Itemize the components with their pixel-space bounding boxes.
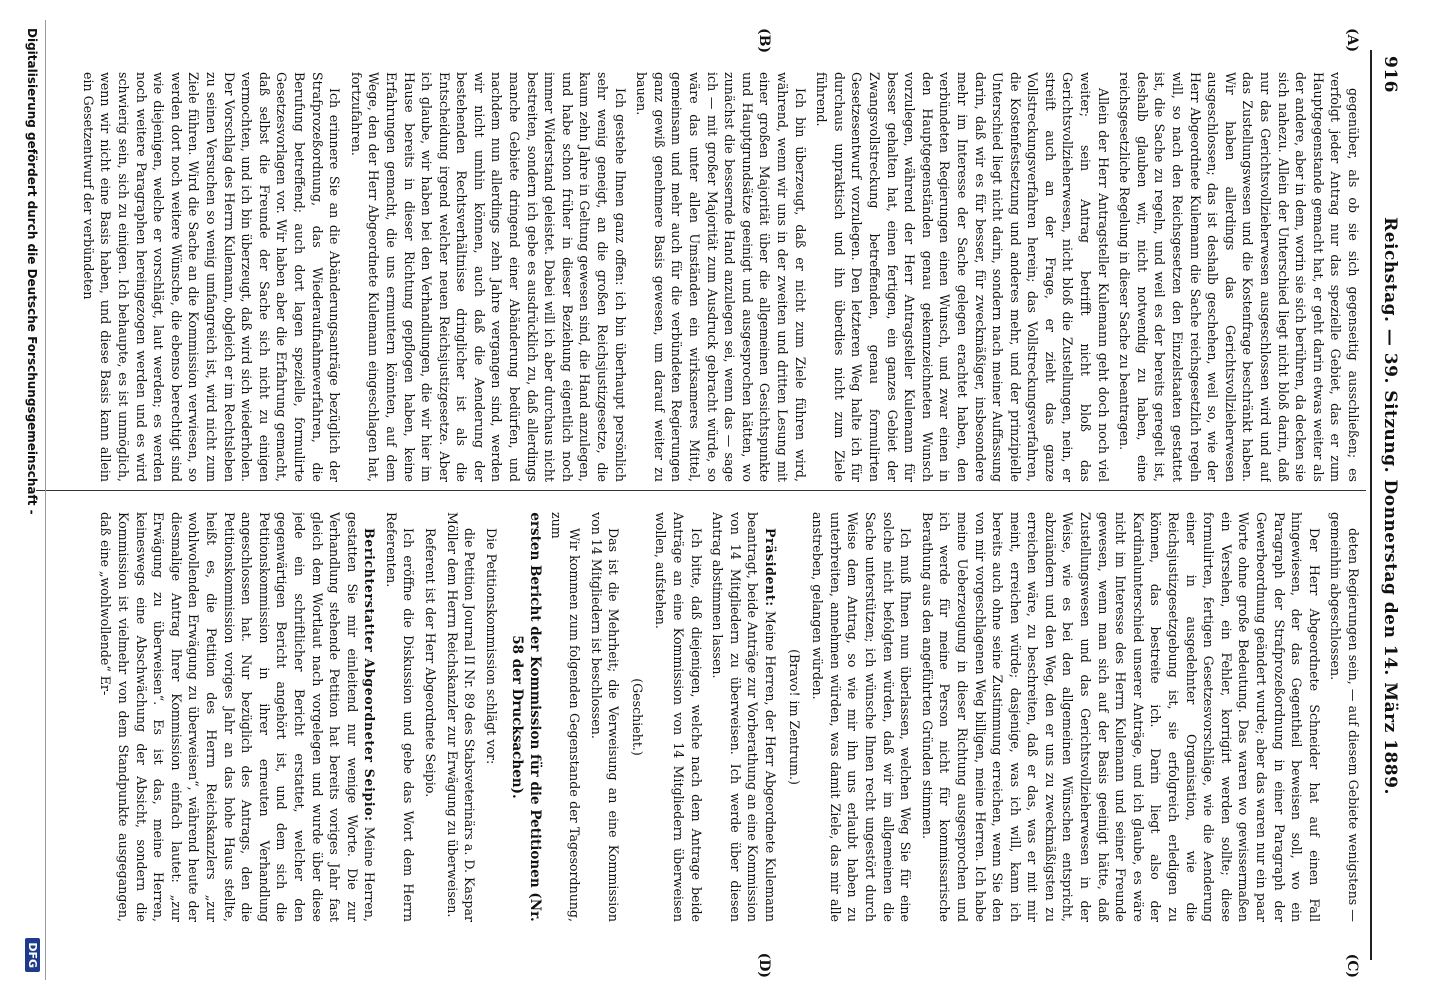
paragraph: die Petition Journal II Nr. 89 des Stabsveterinärs a. D. Kaspar Möller dem Herrn Reichskanzler zur Erwägung zu überweisen. — [444, 512, 478, 922]
column-divider — [36, 490, 1366, 491]
margin-mark-d: (D) — [756, 952, 772, 978]
referent-paragraph — [97, 512, 379, 922]
speaker-name: Präsident: — [763, 528, 778, 607]
paragraph: gegenüber, als ob sie sich gegenseitig ausschließen; es verfolgt jeder Antrag nur das spezielle Gebiet, das er zum Hauptgegenstande gemacht hat, er geht darin etwas weiter als der andere, aber in dem, worin sie sich berühren, da decken sie sich nahezu. Allein der Unterschied liegt nicht bloß darin, daß nur das Gerichtsvollzieherwesen ausgeschlossen wird und auf das Zustellungswesen und die Kostenfrage beschränkt haben. Wir haben allerdings das Gerichtsvollzieherwesen ausgeschlossen; das ist deshalb geschehen, weil so, wie der Herr Abgeordnete Kulemann die Sache reichsgesetzlich regeln will, so nach den Reichsgesetzen den Einzelstaaten gestattet ist, die Sache zu regeln, und weil es der bereits geregelt ist, deshalb glauben wir, nicht notwendig zu haben, eine reichsgesetzliche Regelung in dieser Sache zu beantragen. — [1117, 72, 1361, 482]
paragraph: Der Herr Abgeordnete Schneider hat auf einen Fall hingewiesen, der das Gegentheil beweisen soll, wo ein Paragraph der Strafprozeßordnung in einer Paragraph der Gewerbeordnung geändert wurde; aber das waren nur ein paar Worte ohne große Bedeutung. Das waren wo gewissermaßen ein Versehen, ein Fehler, korrigirt werden sollte; diese formulirten, fertigen Gesetzesvorschläge, wie die Aenderung einer in ausgedehnter Organisation, wie die Reichsjustizgesetzgebung ist, sie erfolgreich erledigen zu können, das bestreite ich. Darin liegt also der Kardinalunterschied unserer Anträge, und ich glaube, es wäre nicht im Interesse des Herrn Kulemann und seiner Freunde gewesen, wenn man sich auf der Basis geeinigt hätte, daß Zustellungswesen und das Gerichtsvollzieherwesen in der Weise, wie es bei den allgemeinen Wünschen entspricht, abzuändern und den Weg, den er uns zu zweckmäßigsten zu erreichen wäre, zu beschreiten, daß er das, was er mit mir meint, erreichen würde; dasjenige, was ich will, kann ich bereits auch ohne seine Zustimmung erreichen, wenn Sie den von mir vorgeschlagenen Weg billigen, meine Herren. Ich habe meine Ueberzeugung in dieser Richtung ausgesprochen und ich werde für meine Person nicht für kommissarische Berathung aus den angeführten Gründen stimmen. — [919, 512, 1322, 922]
dfg-logo: DFG — [25, 938, 40, 972]
paragraph: Ich erinnere Sie an die Abänderungsanträge bezüglich der Strafprozeßordnung, das Wiederaufnahmeverfahren, die Berufung betreffend; auch dort lagen spezielle, formulirte Gesetzesvorlagen vor. Wir haben aber die Erfahrung gemacht, daß selbst die Freunde der Sache sich nicht zu einigen vermochten, und ich bin überzeugt, daß wird sich wiederholen. Der Vorschlag des Herrn Kulemann, obgleich er im Rechtsleben zu seinen Versuchen so wenig umfangreich ist, wird nicht zum Ziele führen. Wird die Sache an die Kommission verwiesen, so werden dort noch weitere Wünsche, die ebenso berechtigt sind wie diejenigen, welche er vorschlägt, laut werden; es werden noch weitere Paragraphen hereingezogen werden und es wird schwierig sein, sich zu einigen. Ich behaupte, es ist unmöglich, wenn wir nicht eine Basis haben, und diese Basis kann allein ein Gesetzentwurf der verbündeten — [80, 72, 343, 482]
paragraph: deten Regierungen sein, — auf diesem Gebiete wenigstens — gemeinhin abgeschlossen. — [1328, 512, 1361, 922]
digitization-footer — [20, 20, 46, 980]
paragraph: Ich eröffne die Diskussion und gebe das Wort dem Herrn Referenten. — [383, 512, 417, 922]
left-column — [42, 72, 1362, 482]
paragraph: Wir kommen zum folgenden Gegenstande der Tagesordnung, zum — [549, 512, 583, 922]
speech-text: Meine Herren, gestatten Sie mir einleitend nur wenige Worte. Die zur Verhandlung stehende Petition hat bereits voriges Jahr fast gleich dem Wortlaut nach vorgelegen und wurde über diese jede ein schriftlicher Bericht erstattet, welcher den gegenwärtigen Bericht angehört ist, und dem sich die Petitionskommission in ihrer erneuten Verhandlung angeschlossen hat. Nur bezüglich des Antrags, den die Petitionskommission voriges Jahr an das hohe Haus stellte, heißt es, die Petition des Herrn Reichskanzlers „zur wohlwollenden Erwägung zu überweisen“, während heute der diesmalige Antrag Ihrer Kommission einfach lautet: „zur Erwägung zu überweisen“. Es ist das, meine Herren, keineswegs eine Abschwächung der Absicht, sondern die Kommission ist vielmehr von dem Standpunkte ausgegangen, daß eine „wohlwollende“ Er- — [98, 512, 378, 922]
page-header — [1370, 56, 1400, 956]
margin-mark-a: (A) — [1344, 28, 1360, 53]
agenda-heading: ersten Bericht der Kommission für die Petitionen (Nr. 58 der Drucksachen). — [508, 512, 543, 922]
paragraph: Allein der Herr Antragsteller Kulemann geht doch noch viel weiter; sein Antrag betrifft nicht bloß das Gerichtsvollzieherwesen, nicht bloß die Zustellungen, nein, er streift auch an der Frage, er zieht das ganze Vollstreckungsverfahren herein; das Vollstreckungsverfahren, die Kostenfestsetzung und anderes mehr, und der prinzipielle Unterschied liegt nicht darin, sondern nach meiner Auffassung darin, daß wir es für besser, für zweckmäßiger, insbesondere mehr im Interesse der Sache gelegen erachtet haben, den verbündeten Regierungen einen Wunsch, und zwar einen in den Hauptgegenständen genau gekennzeichneten Wunsch vorzulegen, während der Herr Antragsteller Kulemann für besser gehalten hat, einen fertigen, ein ganzes Gebiet der Zwangsvollstreckung betreffenden, genau formulirten Gesetzesentwurf vorzulegen. Den letzteren Weg halte ich für durchaus unpraktisch und ihn überdies nicht zum Ziele führend. — [814, 72, 1111, 482]
header-rule — [1370, 50, 1372, 960]
paragraph: Das ist die Mehrheit; die Verweisung an eine Kommission von 14 Mitgliedern ist beschlossen. — [588, 512, 622, 922]
speaker-name: Berichterstatter Abgeordneter Seipio: — [362, 528, 378, 822]
speech-text: Meine Herren, der Herr Abgeordnete Kulemann beantragt, beide Anträge zur Vorberathung an eine Kommission von 14 Mitgliedern zu überweisen. Ich werde über diesen Antrag abstimmen lassen. — [710, 512, 778, 922]
paragraph: Ich bitte, daß diejenigen, welche nach dem Antrage beide Anträge an eine Kommission von 14 Mitgliedern überweisen wollen, aufstehen. — [653, 512, 704, 922]
paragraph: Ich gestehe Ihnen ganz offen: ich bin überhaupt persönlich sehr wenig geneigt, an die großen Reichsjustizgesetze, die kaum zehn Jahre in Geltung gewesen sind, die Hand anzulegen, und habe schon früher in dieser Beziehung eigentlich noch immer Widerstand geleistet. Dabei will ich aber durchaus nicht bestreiten, sondern ich gebe es ausdrücklich zu, daß allerdings manche Gebiete dringend einer Abänderung bedürfen, und nachdem nun allerdings zehn Jahre vergangen sind, werden wir nicht umhin können, auch daß die Aenderung der bestehenden Rechtsverhältnisse dringlicher ist als die Entscheidung irgend welcher neuen Reichsjustizgesetze. Aber ich glaube, wir haben bei den Verhandlungen, die wir hier im Hause bereits in dieser Richtung gepflogen haben, keine Erfahrungen gemacht, die uns ermuntern könnten, auf dem Wege, den der Herr Abgeordnete Kulemann eingeschlagen hat, fortzufahren. — [348, 72, 628, 482]
margin-mark-c: (C) — [1344, 953, 1360, 978]
paragraph: Ich muß Ihnen nun überlassen, welchen Weg Sie für eine solche nicht befolgten würden, daß wir im allgemeinen die Sache unterstützen; ich wünsche Ihnen recht ungestört durch Weise dem Antrag, so wie mir ihn uns erlaubt haben zu unterbreiten, annehmen würden, was damit Ziele, das mir alle anstreben, gelangen würden. — [810, 512, 914, 922]
running-title: Reichstag. — 39. Sitzung. Donnerstag den 14. März 1889. — [1380, 217, 1400, 795]
paragraph: Referent ist der Herr Abgeordnete Seipio. — [423, 528, 439, 798]
scanned-page — [20, 20, 1412, 980]
funding-credit: Digitalisierung gefördert durch die Deutsche Forschungsgemeinschaft - — [25, 28, 40, 515]
right-column — [42, 512, 1362, 922]
president-paragraph — [709, 512, 779, 922]
stage-direction: (Geschieht.) — [629, 678, 645, 756]
paragraph: Die Petitionskommission schlägt vor: — [483, 528, 499, 765]
stage-direction: (Bravo! im Zentrum.) — [786, 649, 802, 785]
margin-mark-b: (B) — [756, 28, 772, 54]
page-number: 916 — [1380, 56, 1400, 93]
paragraph: Ich bin überzeugt, daß er nicht zum Ziele führen wird, während, wenn wir uns in der zweiten und dritten Lesung mit einer großen Majorität über die allgemeinen Gesichtspunkte und Hauptgrundsätze geeinigt und ausgesprochen hätten, wo zunächst die bessernde Hand anzulegen sei, wenn das — sage ich — mit großer Majorität zum Ausdruck gebracht würde, so wäre das unter allen Umständen ein wirksameres Mittel, gemeinsam und mehr auch für die verbündeten Regierungen ganz gewiß genehmere Basis gewesen, um darauf weiter zu bauen. — [634, 72, 808, 482]
